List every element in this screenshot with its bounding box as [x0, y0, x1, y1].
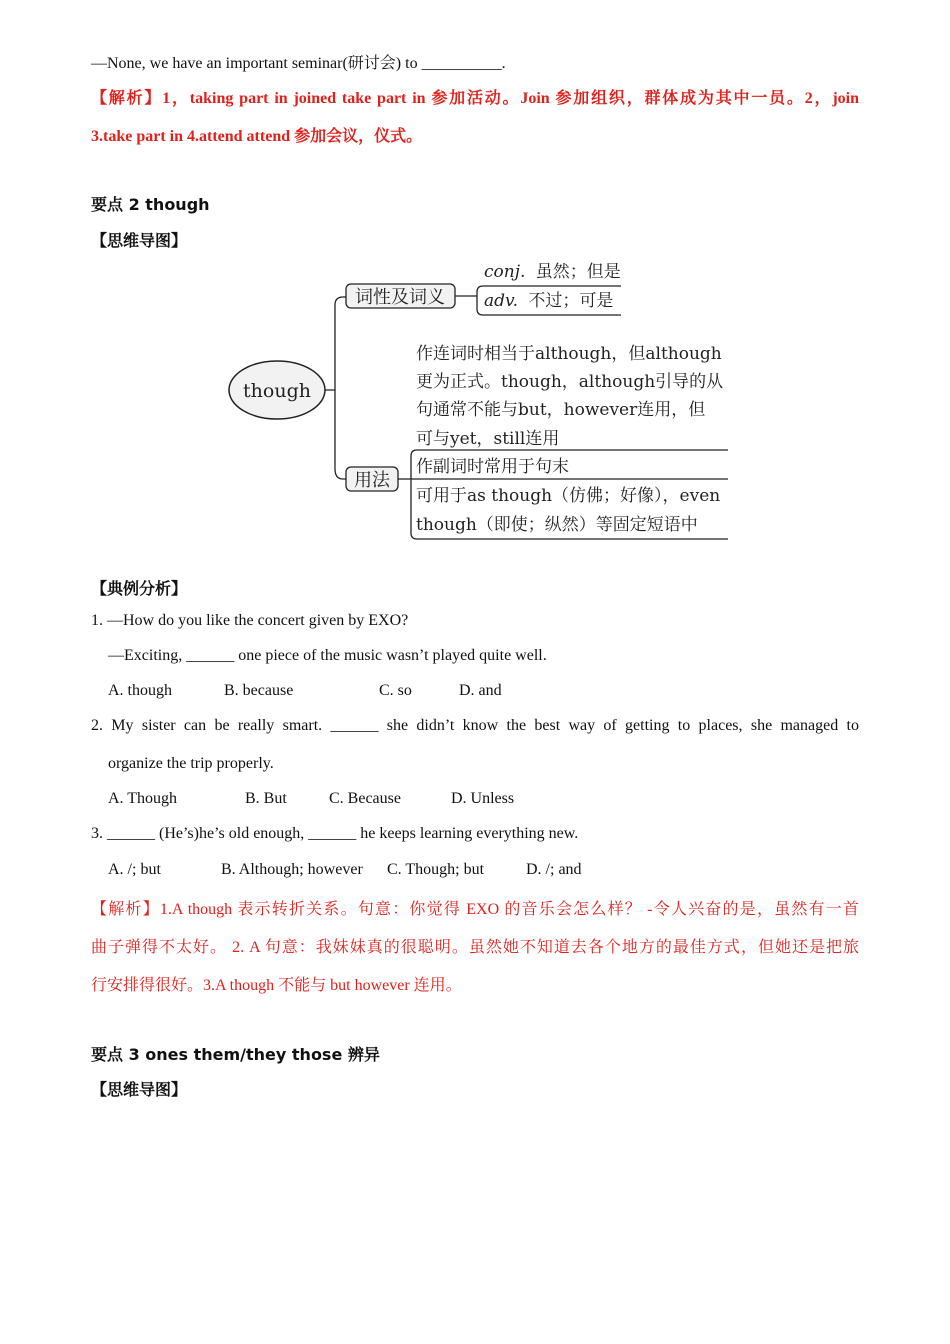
q1-option-a: A. though	[108, 682, 172, 699]
branch-pos-item-1: conj. 虽然；但是	[484, 262, 621, 282]
q1-option-b: B. because	[224, 682, 294, 699]
q2-option-d: D. Unless	[451, 790, 515, 807]
svg-text:可用于as though（仿佛；好像），even: 可用于as though（仿佛；好像），even	[416, 486, 721, 506]
q3-option-c: C. Though; but	[387, 861, 485, 878]
q1-option-d: D. and	[459, 682, 502, 699]
analysis-2-line-1: 【解析】1.A though 表示转折关系。句意：你觉得 EXO 的音乐会怎么样？ -令人兴奋的是，虽然有一首	[91, 901, 859, 918]
q2-option-a: A. Though	[108, 790, 178, 807]
section-2-title: 要点 2 though	[91, 195, 210, 214]
examples-header: 【典例分析】	[91, 579, 188, 598]
q1-answer-line: —Exciting, ______ one piece of the music wasn’t played quite well.	[108, 647, 547, 664]
section-3-title: 要点 3 ones them/they those 辨异	[91, 1045, 380, 1064]
q1-stem: 1. —How do you like the concert given by EXO?	[91, 612, 409, 629]
branch-pos-item-2: adv. 不过；可是	[484, 291, 614, 311]
q2-stem-continued: organize the trip properly.	[108, 755, 274, 772]
branch-usage-label: 用法	[354, 470, 390, 491]
svg-text:更为正式。though，although引导的从: 更为正式。though，although引导的从	[416, 372, 724, 392]
q3-option-a: A. /; but	[108, 861, 161, 878]
svg-text:作连词时相当于although，但although: 作连词时相当于although，但although	[416, 344, 722, 364]
q3-stem: 3. ______ (He’s)he’s old enough, ______ he keeps learning everything new.	[91, 825, 579, 842]
q3-option-b: B. Although; however	[221, 861, 363, 878]
analysis-1-line-1: 【解析】1，taking part in joined take part in 参加活动。Join 参加组织，群体成为其中一员。2，join	[91, 90, 859, 107]
usage-conjunction-text	[416, 344, 723, 449]
svg-text:句通常不能与but，however连用，但: 句通常不能与but，however连用，但	[416, 400, 706, 420]
svg-text:可与yet，still连用: 可与yet，still连用	[416, 429, 560, 449]
section-2-mindmap-header: 【思维导图】	[91, 231, 188, 250]
branch-pos-label: 词性及词义	[355, 287, 445, 308]
svg-text:though（即使；纵然）等固定短语中: though（即使；纵然）等固定短语中	[416, 515, 698, 535]
usage-phrase-text	[416, 486, 720, 535]
q2-stem: 2. My sister can be really smart. ______ she didn’t know the best way of getting to places, she managed to	[91, 717, 859, 734]
q2-option-b: B. But	[245, 790, 287, 807]
analysis-1-line-2: 3.take part in 4.attend attend 参加会议，仪式。	[91, 128, 423, 145]
q2-option-c: C. Because	[329, 790, 401, 807]
analysis-2-line-3: 行安排得很好。3.A though 不能与 but however 连用。	[91, 977, 462, 994]
top-line: —None, we have an important seminar(研讨会) to __________.	[91, 55, 506, 72]
analysis-2-line-2: 曲子弹得不太好。 2. A 句意：我妹妹真的很聪明。虽然她不知道去各个地方的最佳方式，但她还是把旅	[91, 939, 859, 956]
usage-adverb-text: 作副词时常用于句末	[416, 457, 569, 477]
section-3-mindmap-header: 【思维导图】	[91, 1080, 188, 1099]
though-mindmap	[225, 255, 735, 545]
q3-option-d: D. /; and	[526, 861, 582, 878]
center-node-label: though	[243, 380, 311, 402]
q1-option-c: C. so	[379, 682, 412, 699]
